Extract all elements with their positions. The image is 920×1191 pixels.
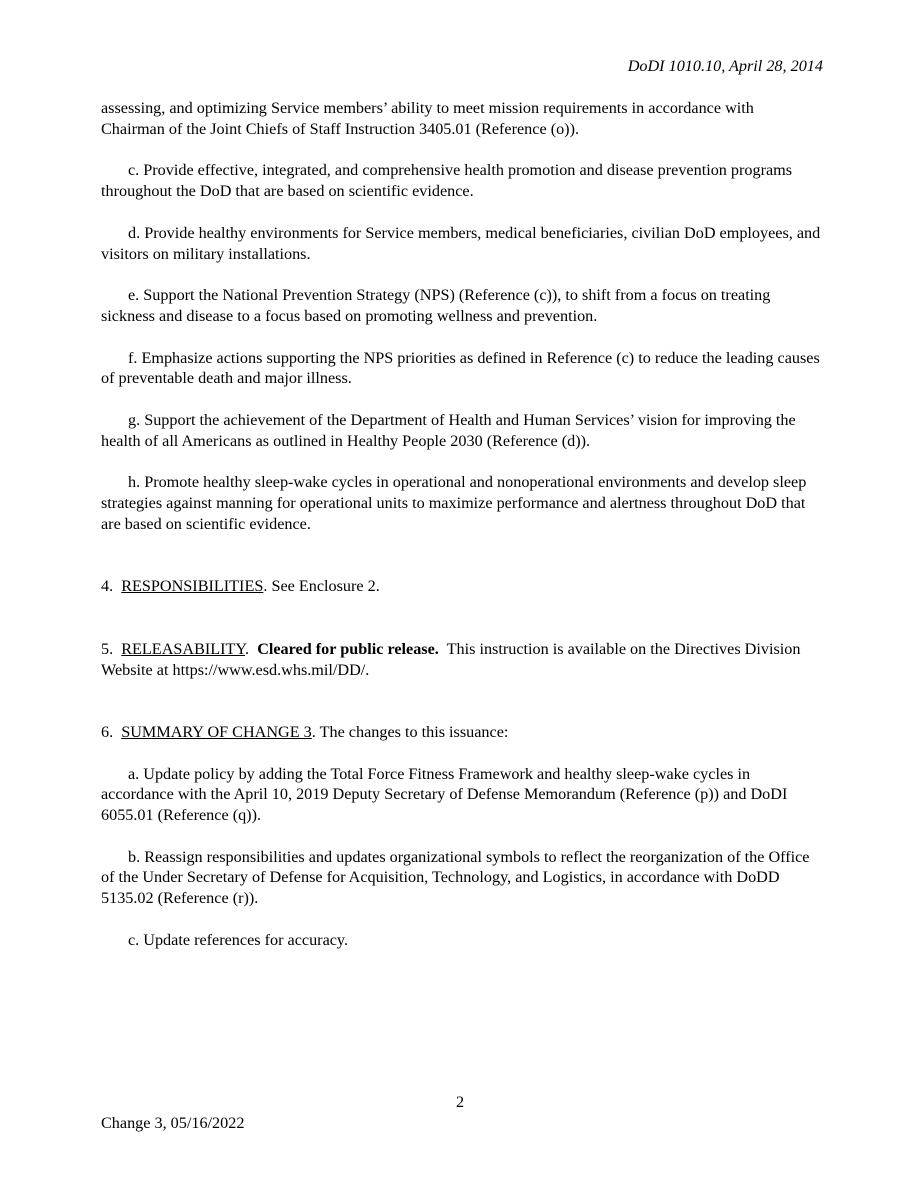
policy-item-d: d. Provide healthy environments for Service members, medical beneficiaries, civilian DoD employees, and visitors on military installations.	[101, 223, 821, 263]
section-text: . See Enclosure 2.	[263, 577, 380, 596]
policy-item-h: h. Promote healthy sleep-wake cycles in operational and nonoperational environments and develop sleep strategies against manning for operational units to maximize performance and alertness throughout DoD that are based on scientific evidence.	[101, 473, 807, 533]
continuation-paragraph: assessing, and optimizing Service members’ ability to meet mission requirements in accordance with Chairman of the Joint Chiefs of Staff Instruction 3405.01 (Reference (o)).	[101, 99, 754, 138]
public-release-statement: Cleared for public release.	[257, 639, 439, 658]
policy-item-c: c. Provide effective, integrated, and comprehensive health promotion and disease prevention programs throughout the DoD that are based on scientific evidence.	[101, 161, 793, 201]
policy-item-e: e. Support the National Prevention Strategy (NPS) (Reference (c)), to shift from a focus on treating sickness and disease to a focus based on promoting wellness and prevention.	[101, 286, 771, 325]
section-text: . The changes to this issuance:	[311, 722, 509, 741]
section-releasability	[101, 639, 821, 681]
section-title-summary: SUMMARY OF CHANGE 3	[121, 722, 312, 741]
change-item-b: b. Reassign responsibilities and updates organizational symbols to reflect the reorganization of the Office of the Under Secretary of Defense for Acquisition, Technology, and Logistics, in accordance with DoDD 5135.02 (Reference (r)).	[101, 847, 810, 908]
section-responsibilities	[101, 576, 821, 597]
section-summary-of-change	[101, 722, 821, 743]
policy-item-f: f. Emphasize actions supporting the NPS priorities as defined in Reference (c) to reduce the leading causes of preventable death and major illness.	[101, 348, 820, 388]
policy-item-g: g. Support the achievement of the Department of Health and Human Services’ vision for improving the health of all Americans as outlined in Healthy People 2030 (Reference (d)).	[101, 410, 796, 450]
section-title-responsibilities: RESPONSIBILITIES	[121, 577, 264, 596]
change-item-a: a. Update policy by adding the Total Force Fitness Framework and healthy sleep-wake cycles in accordance with the April 10, 2019 Deputy Secretary of Defense Memorandum (Reference (p)) and DoDI 6055.01 (Reference (q)).	[101, 764, 788, 825]
change-footer: Change 3, 05/16/2022	[101, 1114, 245, 1132]
section-number: 5.	[101, 639, 114, 658]
section-text: This instruction is available on the Directives Division Website at https://www.esd.whs.mil/DD/.	[101, 639, 805, 679]
section-separator: .	[245, 639, 258, 658]
section-number: 4.	[101, 577, 114, 596]
page-number: 2	[455, 1093, 465, 1111]
document-body	[101, 98, 821, 971]
change-item-c: c. Update references for accuracy.	[128, 930, 349, 949]
document-header: DoDI 1010.10, April 28, 2014	[627, 57, 823, 75]
section-number: 6.	[101, 722, 114, 741]
section-title-releasability: RELEASABILITY	[121, 639, 246, 658]
